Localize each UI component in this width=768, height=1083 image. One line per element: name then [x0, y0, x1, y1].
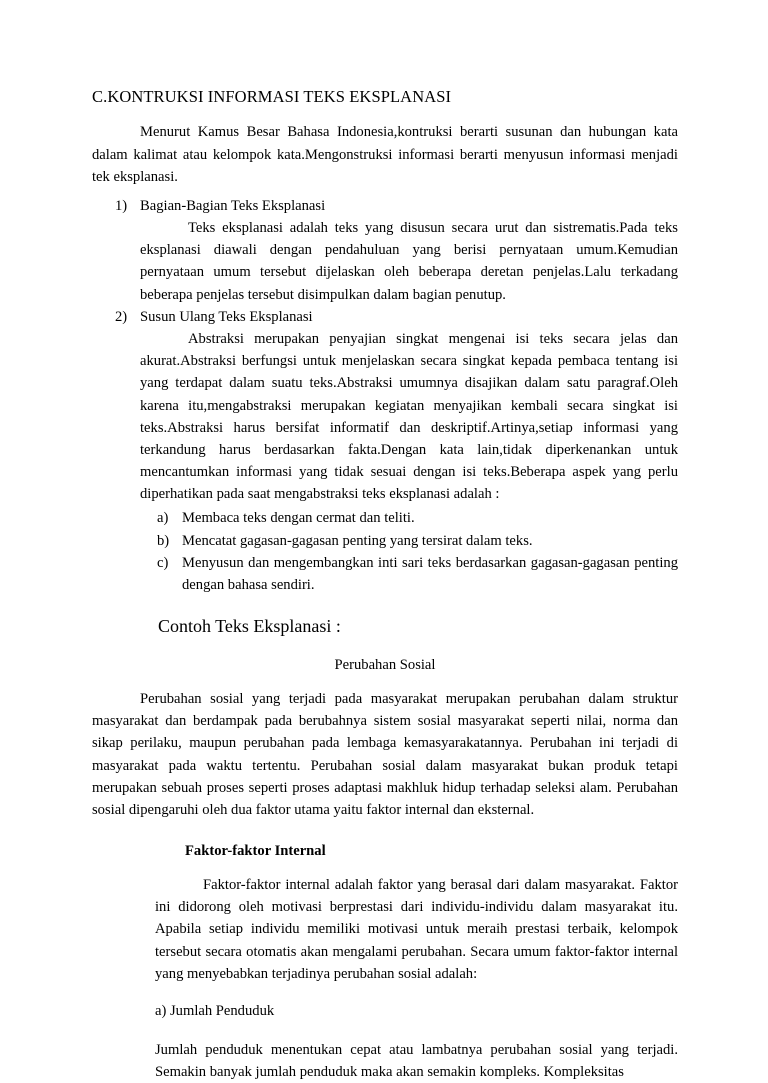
list-item [92, 306, 678, 506]
list-item-body: Abstraksi merupakan penyajian singkat mengenai isi teks secara jelas dan akurat.Abstraksi berfungsi untuk menjelaskan secara singkat kepada pembaca tentang isi yang terdapat dalam suatu teks.Abstraksi umumnya disajikan dalam satu paragraf.Oleh karena itu,mengabstraksi merupakan kegiatan menyajikan kembali secara singkat isi teks.Abstraksi harus bersifat informatif dan deskriptif.Artinya,setiap informasi yang terkandung harus berdasarkan fakta.Dengan kata lain,tidak diperkenankan untuk mencantumkan informasi yang tidak sesuai dengan isi teks.Beberapa aspek yang perlu diperhatikan pada saat mengabstraksi teks eksplanasi adalah : [140, 330, 678, 503]
list-item [92, 195, 678, 306]
example-paragraph: Perubahan sosial yang terjadi pada masyarakat merupakan perubahan dalam struktur masyarakat dan berdampak pada berubahnya sistem sosial masyarakat seperti nilai, norma dan sikap perilaku, maupun perubahan pada lembaga kemasyarakatannya. Perubahan ini terjadi di masyarakat pada waktu tertentu. Perubahan sosial dalam masyarakat bukan produk tetapi merupakan sebuah proses seperti proses adaptasi makhluk hidup terhadap seleksi alam. Perubahan sosial dipengaruhi oleh dua faktor utama yaitu faktor internal dan eksternal. [92, 691, 678, 818]
spacer [155, 985, 678, 1001]
list-item-title: Susun Ulang Teks Eksplanasi [140, 308, 313, 325]
spacer [92, 677, 678, 688]
internal-factors-heading: Faktor-faktor Internal [185, 843, 326, 860]
list-item [92, 530, 678, 552]
list-item-text: Menyusun dan mengembangkan inti sari teks berdasarkan gagasan-gagasan penting dengan bahasa sendiri. [182, 554, 678, 593]
list-marker: 2) [115, 308, 128, 325]
list-marker: a) [157, 510, 169, 527]
internal-factors-paragraph: Faktor-faktor internal adalah faktor yang berasal dari dalam masyarakat. Faktor ini didorong oleh motivasi berprestasi dari individu-individu dalam masyarakat itu. Apabila setiap individu memiliki motivasi untuk meraih prestasi terbaik, kelompok tersebut secara otomatis akan mengalami perubahan. Secara umum faktor-faktor internal yang menyebabkan terjadinya perubahan sosial adalah: [155, 877, 678, 982]
subsection-heading: a) Jumlah Penduduk [155, 1002, 275, 1019]
subsection-paragraph: Jumlah penduduk menentukan cepat atau lambatnya perubahan sosial yang terjadi. Semakin banyak jumlah penduduk maka akan semakin kompleks. Kompleksitas [155, 1041, 678, 1080]
list-item-body: Teks eksplanasi adalah teks yang disusun secara urut dan sistrematis.Pada teks eksplanasi diawali dengan pendahuluan yang berisi pernyataan umum.Kemudian pernyataan umum tersebut dijelaskan oleh beberapa deretan penjelas.Lalu terkadang beberapa penjelas tersebut disimpulkan dalam bagian penutup. [140, 220, 678, 303]
example-title: Perubahan Sosial [334, 657, 436, 674]
lettered-list [92, 507, 678, 596]
numbered-list [92, 195, 678, 505]
spacer [92, 863, 678, 874]
internal-factors-section [92, 874, 678, 1083]
list-item-text: Mencatat gagasan-gagasan penting yang tersirat dalam teks. [182, 532, 533, 549]
list-marker: 1) [115, 197, 128, 214]
page-title: C.KONTRUKSI INFORMASI TEKS EKSPLANASI [92, 87, 452, 106]
spacer [155, 1023, 678, 1039]
list-marker: c) [157, 554, 169, 571]
list-item [92, 507, 678, 529]
list-item [92, 552, 678, 596]
list-item-title: Bagian-Bagian Teks Eksplanasi [140, 197, 326, 214]
example-section-heading: Contoh Teks Eksplanasi : [158, 616, 341, 637]
intro-paragraph: Menurut Kamus Besar Bahasa Indonesia,kontruksi berarti susunan dan hubungan kata dalam kalimat atau kelompok kata.Mengonstruksi informasi berarti menyusun informasi menjadi tek eksplanasi. [92, 124, 678, 185]
list-item-text: Membaca teks dengan cermat dan teliti. [182, 510, 415, 527]
list-marker: b) [157, 532, 170, 549]
